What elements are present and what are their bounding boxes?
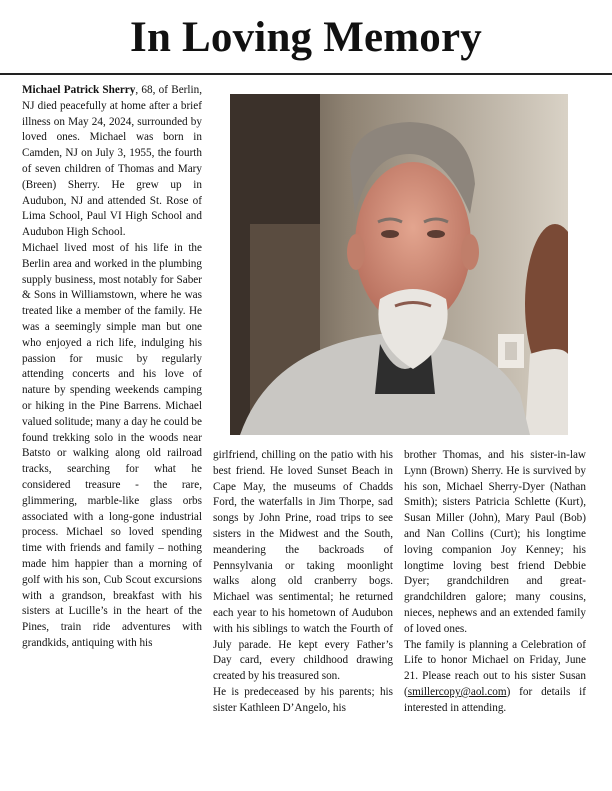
obituary-column-2 <box>213 448 393 717</box>
celebration-text: The family is planning a Celebration of Life to honor Michael on Friday, June 21. Please reach out to his sister Susan ( <box>404 638 586 698</box>
obituary-column-3 <box>404 448 586 717</box>
obituary-paragraph-predeceased: He is predeceased by his parents; his sister Kathleen D’Angelo, his <box>213 685 393 714</box>
portrait-photo <box>230 94 568 435</box>
obituary-paragraph-life: Michael lived most of his life in the Berlin area and worked in the plumbing supply business, most notably for Saber & Sons in Williamstown, where he was treated like a member of the family. He was a seemingly simple man but one who enjoyed a rich life, indulging his passion for music by regularly attending concerts and his love of nature by spending weekends camping or hiking in the Pine Barrens. Michael valued solitude; many a day he could be found trekking solo in the woods near Batsto or walking along old railroad tracks, searching for what he considered treasure - the rare, glimmering, marble-like glass orbs associated with a long-gone industrial process. Michael so loved spending time with friends and family – nothing made him happier than a morning of golf with his son, Cub Scout excursions with a grandson, breakfast with his sisters at Lucille’s in the heart of the Pines, train ride adventures with grandkids, antiquing with his <box>22 241 202 649</box>
deceased-name: Michael Patrick Sherry <box>22 84 136 96</box>
intro-text: , 68, of Berlin, NJ died peacefully at home after a brief illness on May 24, 2024, surrounded by loved ones. Michael was born in Camden, NJ on July 3, 1955, the fourth of seven children of Thomas and Mary (Breen) Sherry. He grew up in Audubon, NJ and attended St. Rose of Lima School, Paul VI High School and Audubon High School. <box>22 84 202 239</box>
celebration-text-end: ) for details if interested in attending. <box>404 685 586 714</box>
obituary-paragraph-survivors: brother Thomas, and his sister-in-law Lynn (Brown) Sherry. He is survived by his son, Michael Sherry-Dyer (Nathan Smith); sisters Patricia Schlette (Kurt), Susan Miller (John), Mary Paul (Bob) and Nan Collins (Curt); his longtime loving companion Joy Kenney; his longtime loving best friend Debbie Dyer; grandchildren and great-grandchildren galore; many cousins, nieces, nephews and an extended family of loved ones. <box>404 449 586 635</box>
portrait-photo-icon <box>230 94 568 435</box>
obituary-column-1 <box>22 83 202 652</box>
page-title: In Loving Memory <box>130 14 482 61</box>
contact-email-link[interactable]: smillercopy@aol.com <box>407 685 507 698</box>
obituary-paragraph-interests: girlfriend, chilling on the patio with his best friend. He loved Sunset Beach in Cape May, the museums of Chadds Ford, the waterfalls in Jim Thorpe, sad songs by John Prine, road trips to see sisters in the Midwest and the South, meandering the backroads of Pennsylvania or taking moonlight walks along old cranberry bogs. Michael was sentimental; he returned each year to his hometown of Audubon with his siblings to watch the Fourth of July parade. He kept every Father’s Day card, every childhood drawing created by his treasured son. <box>213 449 393 683</box>
obituary-paragraph-intro <box>22 83 202 241</box>
obituary-paragraph-celebration <box>404 638 586 717</box>
title-divider <box>0 73 612 75</box>
